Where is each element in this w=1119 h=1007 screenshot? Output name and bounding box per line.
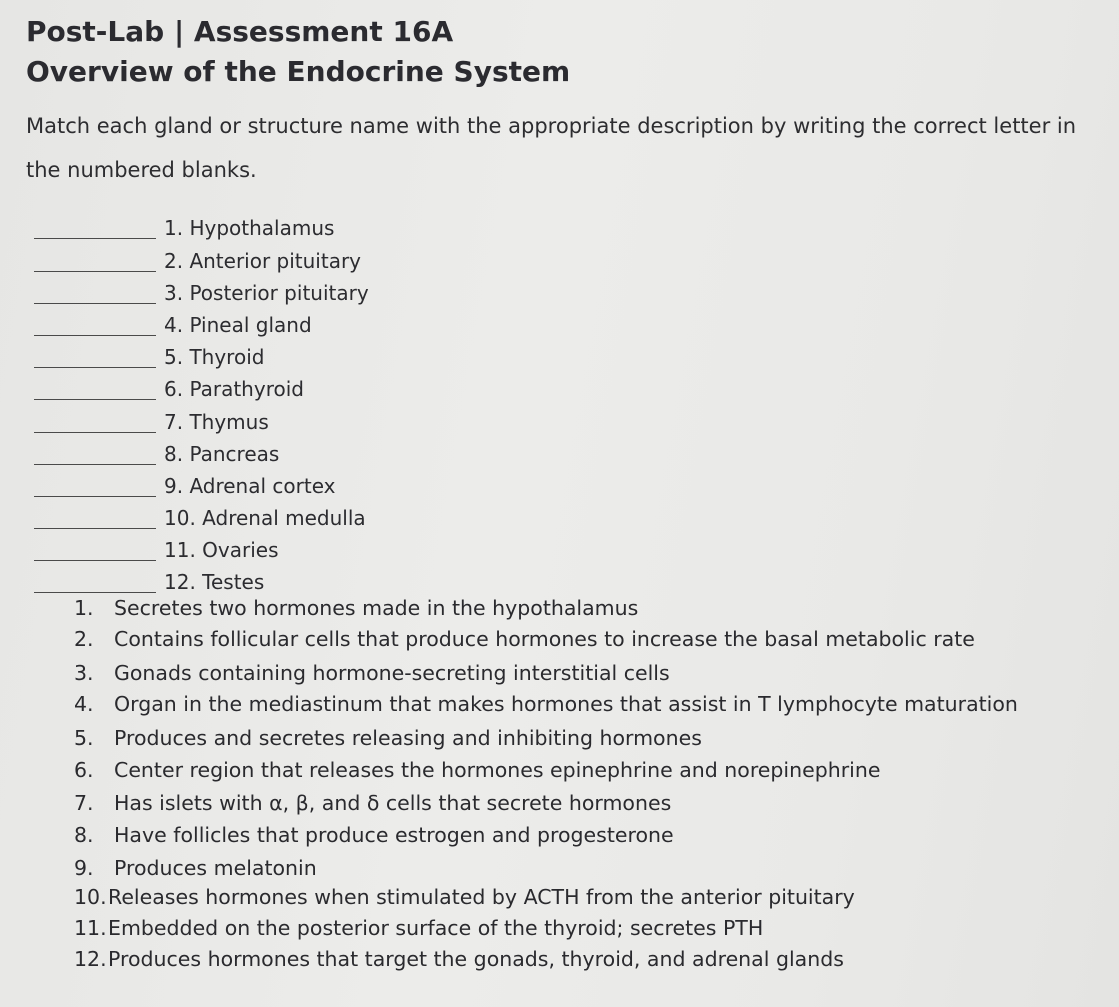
answer-blank[interactable]	[34, 464, 156, 465]
description-item	[74, 661, 670, 685]
answer-blank[interactable]	[34, 303, 156, 304]
description-number: 11.	[74, 916, 107, 940]
match-row	[0, 410, 500, 442]
answer-blank[interactable]	[34, 432, 156, 433]
description-text: Organ in the mediastinum that makes hormones that assist in T lymphocyte maturation	[114, 692, 1018, 716]
description-text: Gonads containing hormone-secreting interstitial cells	[114, 661, 670, 685]
gland-label: 1. Hypothalamus	[164, 216, 335, 240]
description-number: 5.	[74, 726, 94, 750]
answer-blank[interactable]	[34, 335, 156, 336]
description-number: 1.	[74, 596, 94, 620]
description-number: 2.	[74, 627, 94, 651]
match-row	[0, 313, 500, 345]
description-item	[74, 692, 1018, 716]
answer-blank[interactable]	[34, 399, 156, 400]
description-number: 12.	[74, 947, 107, 971]
gland-label: 10. Adrenal medulla	[164, 506, 366, 530]
description-number: 6.	[74, 758, 94, 782]
description-text: Produces hormones that target the gonads, thyroid, and adrenal glands	[108, 947, 844, 971]
gland-label: 3. Posterior pituitary	[164, 281, 369, 305]
match-row	[0, 249, 500, 281]
gland-label: 8. Pancreas	[164, 442, 280, 466]
match-row	[0, 538, 500, 570]
description-item	[74, 627, 975, 651]
match-row	[0, 216, 500, 248]
description-text: Produces and secretes releasing and inhibiting hormones	[114, 726, 702, 750]
match-row	[0, 377, 500, 409]
match-row	[0, 474, 500, 506]
description-item	[74, 885, 855, 909]
description-text: Have follicles that produce estrogen and progesterone	[114, 823, 674, 847]
match-row	[0, 506, 500, 538]
description-text: Secretes two hormones made in the hypothalamus	[114, 596, 639, 620]
gland-label: 7. Thymus	[164, 410, 269, 434]
match-row	[0, 345, 500, 377]
answer-blank[interactable]	[34, 496, 156, 497]
description-number: 7.	[74, 791, 94, 815]
answer-blank[interactable]	[34, 238, 156, 239]
description-item	[74, 823, 674, 847]
answer-blank[interactable]	[34, 528, 156, 529]
answer-blank[interactable]	[34, 592, 156, 593]
answer-blank[interactable]	[34, 271, 156, 272]
gland-label: 5. Thyroid	[164, 345, 265, 369]
description-item	[74, 758, 880, 782]
match-row	[0, 281, 500, 313]
description-number: 9.	[74, 856, 94, 880]
description-number: 8.	[74, 823, 94, 847]
gland-label: 12. Testes	[164, 570, 265, 594]
description-item	[74, 726, 702, 750]
description-item	[74, 856, 317, 880]
description-item	[74, 916, 763, 940]
description-number: 4.	[74, 692, 94, 716]
answer-blank[interactable]	[34, 367, 156, 368]
description-text: Releases hormones when stimulated by ACTH from the anterior pituitary	[108, 885, 855, 909]
description-number: 3.	[74, 661, 94, 685]
gland-label: 4. Pineal gland	[164, 313, 312, 337]
gland-label: 9. Adrenal cortex	[164, 474, 336, 498]
description-item	[74, 596, 638, 620]
instructions: Match each gland or structure name with the appropriate description by writing the correct letter in the numbered blanks.	[26, 114, 1077, 182]
gland-label: 2. Anterior pituitary	[164, 249, 362, 273]
description-text: Contains follicular cells that produce hormones to increase the basal metabolic rate	[114, 627, 975, 651]
match-row	[0, 442, 500, 474]
gland-label: 11. Ovaries	[164, 538, 279, 562]
description-text: Has islets with α, β, and δ cells that secrete hormones	[114, 791, 672, 815]
page-title: Post-Lab | Assessment 16A	[26, 15, 454, 48]
gland-label: 6. Parathyroid	[164, 377, 304, 401]
description-text: Embedded on the posterior surface of the thyroid; secretes PTH	[108, 916, 764, 940]
description-text: Center region that releases the hormones epinephrine and norepinephrine	[114, 758, 881, 782]
description-item	[74, 791, 671, 815]
answer-blank[interactable]	[34, 560, 156, 561]
description-number: 10.	[74, 885, 107, 909]
description-item	[74, 947, 844, 971]
description-text: Produces melatonin	[114, 856, 317, 880]
page-subtitle: Overview of the Endocrine System	[26, 55, 571, 88]
